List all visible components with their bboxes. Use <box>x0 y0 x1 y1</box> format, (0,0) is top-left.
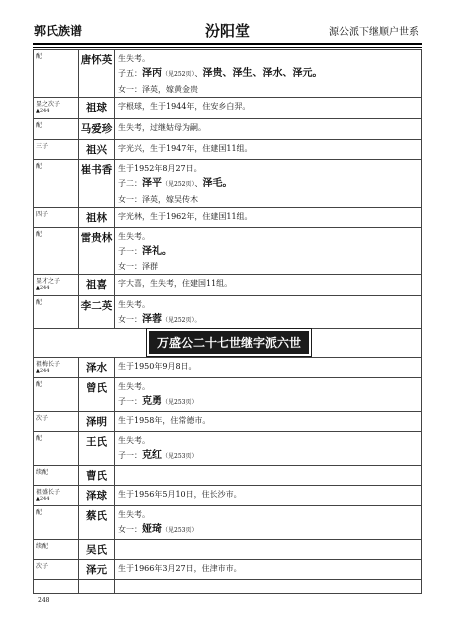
person-info <box>115 506 422 540</box>
person-row <box>34 358 422 378</box>
info-line <box>118 276 421 291</box>
relation-cell <box>34 208 79 228</box>
relation-label: 次子 <box>36 415 49 422</box>
info-line <box>118 176 421 192</box>
person-row <box>34 432 422 466</box>
person-row <box>34 50 422 98</box>
page-reference: （见252页） <box>162 181 195 188</box>
info-line <box>118 209 421 224</box>
info-text: 生于1966年3月27日，住津市市。 <box>118 564 242 573</box>
relation-cell <box>34 98 79 119</box>
info-text: 女一：泽群 <box>118 262 158 271</box>
info-line <box>118 394 421 410</box>
person-row <box>34 208 422 228</box>
relation-label: 续配 <box>36 543 49 550</box>
info-line <box>118 379 421 394</box>
info-line <box>118 51 421 66</box>
relation-label: 三子 <box>36 143 49 150</box>
relation-label: 配 <box>36 231 43 238</box>
relation-label: 祖梅长子 <box>36 361 61 368</box>
relation-cell <box>34 486 79 506</box>
person-info <box>115 296 422 329</box>
person-name: 吴氏 <box>79 540 115 560</box>
info-text: 生失考。 <box>118 300 150 309</box>
page-reference: （见253页） <box>162 527 198 534</box>
info-line <box>118 99 421 114</box>
person-name: 曹氏 <box>79 466 115 486</box>
info-text: 、 <box>194 69 203 78</box>
info-text: 子一： <box>118 451 142 460</box>
relation-cell <box>34 378 79 412</box>
info-line <box>118 448 421 464</box>
person-row <box>34 119 422 140</box>
info-text: 子五： <box>118 69 142 78</box>
info-line <box>118 161 421 176</box>
person-info <box>115 228 422 275</box>
book-title: 郭氏族谱 <box>34 24 83 38</box>
relation-cell <box>34 506 79 540</box>
lineage-branch: 源公派下继顺户世系 <box>329 27 419 38</box>
relation-cell <box>34 228 79 275</box>
info-text: 生失考。 <box>118 436 150 445</box>
relation-label: 显之次子 <box>36 101 61 108</box>
page-ref-marker: ▲244 <box>36 496 50 502</box>
relation-cell <box>34 160 79 208</box>
info-text: 生于1958年，住常德市。 <box>118 416 211 425</box>
relation-label: 配 <box>36 163 43 170</box>
person-row <box>34 506 422 540</box>
info-line <box>118 522 421 538</box>
person-info <box>115 358 422 378</box>
relation-label: 配 <box>36 435 43 442</box>
info-line <box>118 561 421 576</box>
generation-section-cell <box>34 329 422 358</box>
relation-cell <box>34 580 79 594</box>
info-text: 女一： <box>118 315 142 324</box>
page-reference: （见253页） <box>162 399 198 406</box>
person-row <box>34 378 422 412</box>
header-rule-thick <box>33 43 422 45</box>
relation-label: 次子 <box>36 563 49 570</box>
person-info <box>115 432 422 466</box>
relation-label: 续配 <box>36 469 49 476</box>
person-row <box>34 580 422 594</box>
descendant-name: 克红 <box>142 450 162 461</box>
info-line <box>118 229 421 244</box>
relation-label: 配 <box>36 509 43 516</box>
descendant-name: 泽礼。 <box>142 246 172 257</box>
info-text: 生失考。 <box>118 382 150 391</box>
info-line <box>118 297 421 312</box>
person-name <box>79 580 115 594</box>
person-row <box>34 486 422 506</box>
info-line <box>118 66 421 82</box>
descendant-name: 泽蓉 <box>142 314 162 325</box>
info-line <box>118 359 421 374</box>
relation-cell <box>34 140 79 160</box>
person-info <box>115 412 422 432</box>
person-info <box>115 119 422 140</box>
person-name: 蔡氏 <box>79 506 115 540</box>
info-text: 字根球，生于1944年，住安乡白羿。 <box>118 102 251 111</box>
person-name: 李二英 <box>79 296 115 329</box>
person-info <box>115 160 422 208</box>
page-ref-marker: ▲244 <box>36 368 50 374</box>
person-row <box>34 296 422 329</box>
info-text: 女一：泽英，嫁吴传木 <box>118 195 198 204</box>
info-text: 生失考，过继姑母为嗣。 <box>118 123 206 132</box>
info-text: 女一： <box>118 525 142 534</box>
info-text: 生失考。 <box>118 232 150 241</box>
person-name: 泽球 <box>79 486 115 506</box>
person-info <box>115 540 422 560</box>
person-name: 祖喜 <box>79 275 115 296</box>
person-name: 祖兴 <box>79 140 115 160</box>
person-info <box>115 50 422 98</box>
relation-cell <box>34 560 79 580</box>
person-name: 泽明 <box>79 412 115 432</box>
info-text: 生于1956年5月10日，住长沙市。 <box>118 490 242 499</box>
person-info <box>115 140 422 160</box>
person-info <box>115 208 422 228</box>
person-name: 泽水 <box>79 358 115 378</box>
person-row <box>34 540 422 560</box>
page-ref-marker: ▲244 <box>36 285 50 291</box>
header-rule-thin <box>33 47 422 48</box>
page-number: 248 <box>38 597 50 604</box>
info-line <box>118 433 421 448</box>
info-text: 字光兴，生于1947年，住建国11组。 <box>118 144 253 153</box>
relation-cell <box>34 358 79 378</box>
person-name: 祖球 <box>79 98 115 119</box>
person-name: 曾氏 <box>79 378 115 412</box>
info-text: 女一：泽英，嫁黄金贵 <box>118 85 198 94</box>
person-info <box>115 98 422 119</box>
person-row <box>34 160 422 208</box>
page-reference: （见252页）。 <box>162 317 201 324</box>
info-line <box>118 120 421 135</box>
relation-cell <box>34 466 79 486</box>
info-text: 生失考。 <box>118 54 150 63</box>
relation-cell <box>34 412 79 432</box>
person-name: 崔书香 <box>79 160 115 208</box>
person-row <box>34 412 422 432</box>
person-info <box>115 378 422 412</box>
info-text: 字大喜，生失考，住建国11组。 <box>118 279 233 288</box>
hall-name: 汾阳堂 <box>204 22 250 40</box>
person-row <box>34 275 422 296</box>
descendant-name: 克勇 <box>142 396 162 407</box>
person-name: 王氏 <box>79 432 115 466</box>
info-line <box>118 192 421 207</box>
info-text: 字光林，生于1962年，住建国11组。 <box>118 212 253 221</box>
info-line <box>118 259 421 274</box>
generation-section-row <box>34 329 422 358</box>
descendant-name: 泽丙 <box>142 68 162 79</box>
relation-cell <box>34 119 79 140</box>
descendant-name: 娅琦 <box>142 524 162 535</box>
relation-cell <box>34 275 79 296</box>
person-info <box>115 580 422 594</box>
person-row <box>34 560 422 580</box>
person-row <box>34 466 422 486</box>
descendant-name: 泽贵、泽生、泽水、泽元。 <box>202 68 323 79</box>
info-text: 子二： <box>118 179 142 188</box>
descendant-name: 泽平 <box>142 178 162 189</box>
generation-banner: 万盛公二十七世继字派六世 <box>147 329 311 356</box>
info-text: 生于1952年8月27日。 <box>118 164 202 173</box>
genealogy-table <box>33 49 422 594</box>
person-name: 雷贵林 <box>79 228 115 275</box>
relation-cell <box>34 540 79 560</box>
relation-label: 四子 <box>36 211 49 218</box>
person-name: 唐怀英 <box>79 50 115 98</box>
person-info <box>115 466 422 486</box>
person-info <box>115 560 422 580</box>
relation-cell <box>34 432 79 466</box>
relation-label: 配 <box>36 381 43 388</box>
descendant-name: 泽毛。 <box>202 178 233 189</box>
relation-cell <box>34 50 79 98</box>
person-info <box>115 275 422 296</box>
person-name: 祖林 <box>79 208 115 228</box>
relation-cell <box>34 296 79 329</box>
info-line <box>118 141 421 156</box>
relation-label: 配 <box>36 299 43 306</box>
person-name: 马爱珍 <box>79 119 115 140</box>
info-line <box>118 487 421 502</box>
page-reference: （见252页） <box>162 71 195 78</box>
relation-label: 祖盛长子 <box>36 489 61 496</box>
person-row <box>34 140 422 160</box>
info-text: 生于1950年9月8日。 <box>118 362 197 371</box>
person-row <box>34 228 422 275</box>
info-line <box>118 82 421 97</box>
page-header <box>0 0 455 46</box>
page-ref-marker: ▲244 <box>36 108 50 114</box>
info-text: 生失考。 <box>118 510 150 519</box>
info-text: 子一： <box>118 397 142 406</box>
person-name: 泽元 <box>79 560 115 580</box>
info-line <box>118 507 421 522</box>
info-text: 、 <box>194 179 203 188</box>
person-row <box>34 98 422 119</box>
info-line <box>118 312 421 328</box>
info-text: 子一： <box>118 247 142 256</box>
relation-label: 配 <box>36 122 43 129</box>
relation-label: 显才之子 <box>36 278 61 285</box>
info-line <box>118 244 421 259</box>
info-line <box>118 413 421 428</box>
relation-label: 配 <box>36 53 43 60</box>
person-info <box>115 486 422 506</box>
page-reference: （见253页） <box>162 453 198 460</box>
